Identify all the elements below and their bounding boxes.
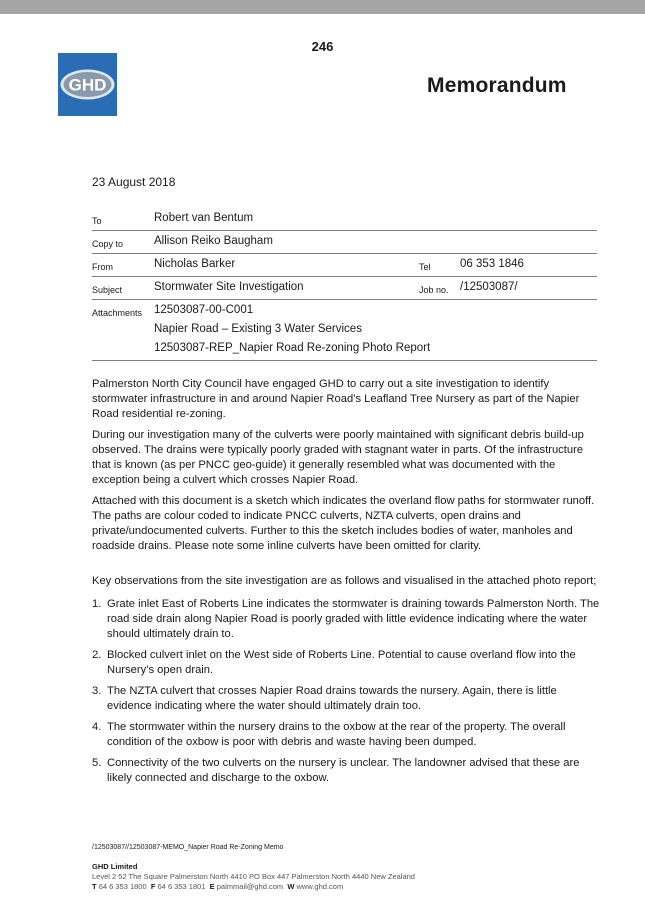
memo-header-table — [92, 208, 597, 361]
body-paragraph: Attached with this document is a sketch which indicates the overland flow paths for stormwater runoff. The paths are colour coded to indicate PNCC culverts, NZTA culverts, open drains and private/undocumented culverts. Further to this the sketch includes bodies of water, manholes and roadside drains. Please note some inline culverts have been omitted for clarity. — [92, 495, 595, 552]
page-number: 246 — [311, 39, 334, 54]
copy-label: Copy to — [92, 239, 124, 249]
footer-document-reference: /12503087//12503087-MEMO_Napier Road Re-Zoning Memo — [92, 844, 284, 851]
email-value: palmmail@ghd.com — [216, 882, 284, 891]
subject-row — [92, 277, 597, 300]
copy-row — [92, 231, 597, 254]
from-value: Nicholas Barker — [154, 258, 236, 270]
list-number: 3. — [92, 685, 102, 697]
to-value: Robert van Bentum — [154, 212, 254, 224]
footer-company: GHD Limited — [92, 862, 138, 871]
from-row — [92, 254, 597, 277]
observations-intro: Key observations from the site investigation are as follows and visualised in the attached photo report; — [92, 575, 597, 587]
list-text: Grate inlet East of Roberts Line indicates the stormwater is draining towards Palmerston North. The road side drain along Napier Road is poorly graded with little evidence indicating where the water should ultimately drain to. — [107, 598, 600, 640]
phone-label: T — [92, 882, 97, 891]
svg-text:GHD: GHD — [68, 75, 107, 95]
attachment-item: Napier Road – Existing 3 Water Services — [154, 323, 362, 335]
footer-address: Level 2 52 The Square Palmerston North 4410 PO Box 447 Palmerston North 4440 New Zealand — [92, 872, 415, 881]
list-text: The stormwater within the nursery drains to the oxbow at the rear of the property. The overall condition of the oxbow is poor with debris and waste having been dumped. — [107, 721, 566, 748]
attachment-item: 12503087-REP_Napier Road Re-zoning Photo Report — [154, 342, 431, 354]
body-paragraph: Palmerston North City Council have engaged GHD to carry out a site investigation to identify stormwater infrastructure in and around Napier Road’s Leafland Tree Nursery as part of the Napier Road residential re-zoning. — [92, 378, 580, 420]
subject-value: Stormwater Site Investigation — [154, 281, 304, 293]
phone-value: 64 6 353 1800 — [98, 882, 147, 891]
fax-label: F — [150, 882, 156, 891]
tel-value: 06 353 1846 — [460, 258, 524, 270]
list-number: 2. — [92, 649, 102, 661]
web-value: www.ghd.com — [296, 882, 344, 891]
list-item — [92, 756, 600, 786]
memo-date: 23 August 2018 — [92, 175, 176, 189]
email-label: E — [209, 882, 215, 891]
list-item — [92, 597, 600, 642]
list-number: 1. — [92, 598, 102, 610]
list-number: 4. — [92, 721, 102, 733]
top-bar — [0, 0, 645, 14]
fax-value: 64 6 353 1801 — [157, 882, 206, 891]
subject-label: Subject — [92, 285, 123, 295]
job-value: /12503087/ — [460, 281, 518, 293]
job-label: Job no. — [419, 285, 449, 295]
to-label: To — [92, 216, 102, 226]
list-text: Blocked culvert inlet on the West side of Roberts Line. Potential to cause overland flow into the Nursery’s open drain. — [107, 649, 576, 676]
ghd-logo — [58, 53, 117, 116]
body-paragraph: During our investigation many of the culverts were poorly maintained with significant debris build-up observed. The drains were typically poorly graded with stagnant water in parts. Of the infrastructure that is known (as per PNCC geo-guide) it generally resembled what was documented with the exception being a culvert which crosses Napier Road. — [92, 429, 584, 486]
tel-label: Tel — [419, 262, 431, 272]
list-text: Connectivity of the two culverts on the nursery is unclear. The landowner advised that these are likely connected and discharge to the oxbow. — [107, 757, 580, 784]
attachments-row — [92, 300, 597, 361]
web-label: W — [287, 882, 295, 891]
footer-contact — [92, 882, 343, 891]
attachments-label: Attachments — [92, 308, 143, 318]
list-text: The NZTA culvert that crosses Napier Road drains towards the nursery. Again, there is little evidence indicating where the water should ultimately drain too. — [107, 685, 557, 712]
from-label: From — [92, 262, 113, 272]
list-item — [92, 720, 600, 750]
observations-list — [92, 597, 600, 786]
memo-title: Memorandum — [427, 74, 567, 97]
memo-body — [92, 377, 600, 792]
list-number: 5. — [92, 757, 102, 769]
list-item — [92, 648, 600, 678]
to-row — [92, 208, 597, 231]
copy-value: Allison Reiko Baugham — [154, 235, 273, 247]
attachment-item: 12503087-00-C001 — [154, 304, 254, 316]
list-item — [92, 684, 600, 714]
